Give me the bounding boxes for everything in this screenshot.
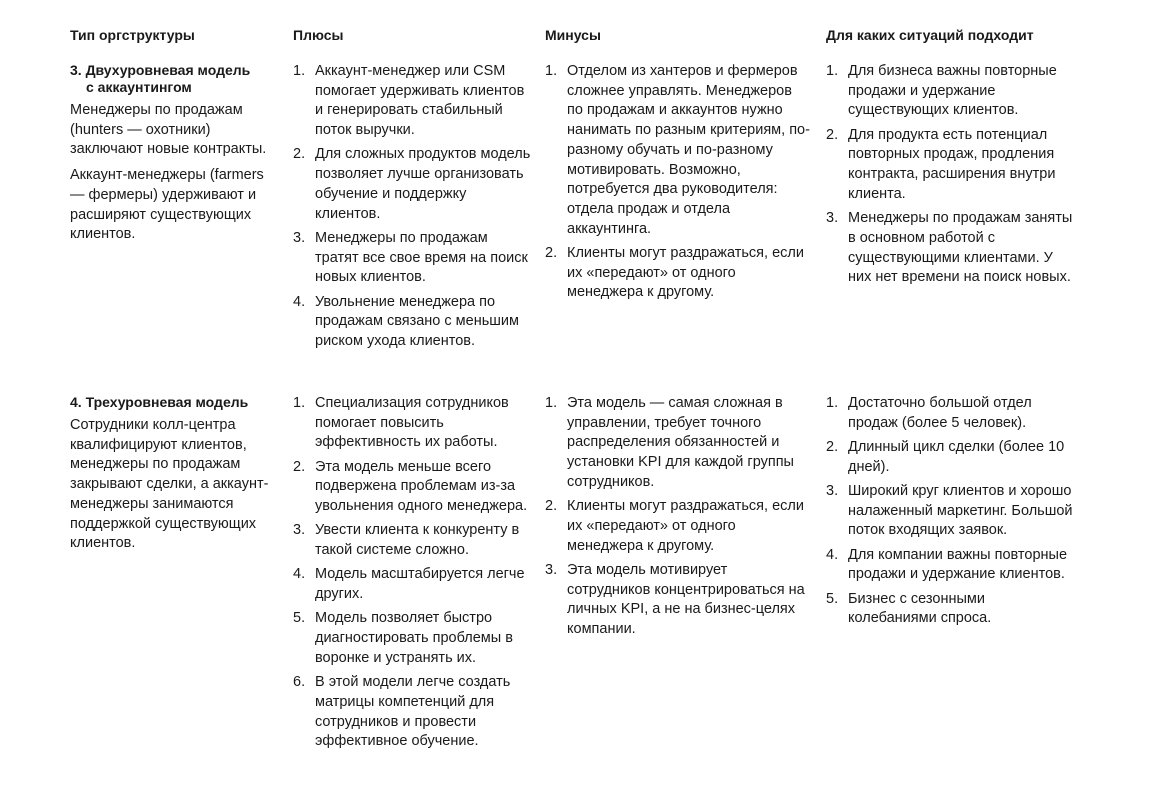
- row-4-title: [70, 394, 270, 411]
- row-3-cons-list: [545, 62, 810, 303]
- row-4-fit-cell: [826, 394, 1076, 634]
- list-item: 1. Для бизнеса важны повторные продажи и удержание существующих клиентов.: [826, 63, 1057, 119]
- list-item: 2. Длинный цикл сделки (более 10 дней).: [826, 439, 1065, 475]
- row-3-title-line1: 3. Двухуровневая модель: [70, 62, 251, 78]
- list-item: 1. Достаточно большой отдел продаж (более 5 человек).: [826, 395, 1032, 431]
- row-3-pros-cell: [293, 62, 533, 356]
- list-item: 1. Отделом из хантеров и фермеров сложнее управлять. Менеджеров по продажам и аккаунтов нужно нанимать по разным критериям, по-разному обучать и по-разному мотивировать. Возможно, потребуется два руководителя: отдела продаж и отдела аккаунтинга.: [545, 63, 810, 237]
- list-item: 2. Клиенты могут раздражаться, если их «передают» от одного менеджера к другому.: [545, 244, 804, 301]
- list-item: 5. Бизнес с сезонными колебаниями спроса.: [826, 590, 992, 627]
- row-3-title-line2: с аккаунтингом: [86, 79, 192, 95]
- row-3-pros-list: [293, 62, 533, 352]
- header-cons: Минусы: [545, 27, 601, 43]
- row-3-desc-2: Аккаунт-менеджеры (farmers — фермеры) удерживают и расширяют существующих клиентов.: [70, 167, 264, 243]
- row-3-cons-cell: [545, 62, 810, 308]
- row-4-cons-cell: [545, 394, 810, 644]
- header-type: Тип оргструктуры: [70, 27, 195, 43]
- list-item: 3. Широкий круг клиентов и хорошо налаженный маркетинг. Большой поток входящих заявок.: [826, 483, 1073, 539]
- list-item: 2. Для сложных продуктов модель позволяет лучше организовать обучение и поддержку клиентов.: [293, 146, 531, 222]
- list-item: 2. Для продукта есть потенциал повторных продаж, продления контракта, расширения внутри клиента.: [826, 126, 1056, 202]
- row-4-desc-1: Сотрудники колл-центра квалифицируют клиентов, менеджеры по продажам закрывают сделки, а аккаунт-менеджеры занимаются поддержкой существующих клиентов.: [70, 417, 269, 552]
- row-3-type-cell: [70, 62, 270, 251]
- list-item: 1. Эта модель — самая сложная в управлении, требует точного распределения обязанностей и установки KPI для каждой группы сотрудников.: [545, 395, 794, 490]
- list-item: 5. Модель позволяет быстро диагностировать проблемы в воронке и устранять их.: [293, 610, 513, 666]
- row-4-fit-list: [826, 394, 1076, 629]
- list-item: 3. Увести клиента к конкуренту в такой системе сложно.: [293, 522, 520, 559]
- header-fit: Для каких ситуаций подходит: [826, 27, 1034, 43]
- list-item: 4. Модель масштабируется легче других.: [293, 566, 525, 603]
- list-item: 3. Менеджеры по продажам тратят все свое время на поиск новых клиентов.: [293, 229, 528, 286]
- row-3-fit-list: [826, 62, 1076, 288]
- list-item: 2. Эта модель меньше всего подвержена проблемам из-за увольнения одного менеджера.: [293, 458, 528, 515]
- row-4-pros-list: [293, 394, 533, 752]
- row-3-desc-1: Менеджеры по продажам (hunters — охотники) заключают новые контракты.: [70, 102, 267, 158]
- row-3-title: [70, 62, 270, 96]
- row-4-pros-cell: [293, 394, 533, 757]
- list-item: 2. Клиенты могут раздражаться, если их «передают» от одного менеджера к другому.: [545, 498, 804, 554]
- list-item: 1. Аккаунт-менеджер или CSM помогает удерживать клиентов и генерировать стабильный поток выручки.: [293, 63, 525, 139]
- header-pros: Плюсы: [293, 27, 344, 43]
- list-item: 3. Эта модель мотивирует сотрудников концентрироваться на личных KPI, а не на бизнес-целях компании.: [545, 561, 805, 637]
- row-4-type-cell: [70, 394, 270, 560]
- row-3-fit-cell: [826, 62, 1076, 293]
- list-item: 4. Увольнение менеджера по продажам связано с меньшим риском ухода клиентов.: [293, 293, 519, 349]
- list-item: 1. Специализация сотрудников помогает повысить эффективность их работы.: [293, 395, 509, 451]
- list-item: 4. Для компании важны повторные продажи и удержание клиентов.: [826, 546, 1068, 583]
- row-4-cons-list: [545, 394, 810, 640]
- row-4-title-line1: 4. Трехуровневая модель: [70, 394, 249, 410]
- list-item: 6. В этой модели легче создать матрицы компетенций для сотрудников и провести эффективное обучение.: [293, 674, 511, 750]
- list-item: 3. Менеджеры по продажам заняты в основном работой с существующими клиентами. У них нет времени на поиск новых.: [826, 210, 1073, 286]
